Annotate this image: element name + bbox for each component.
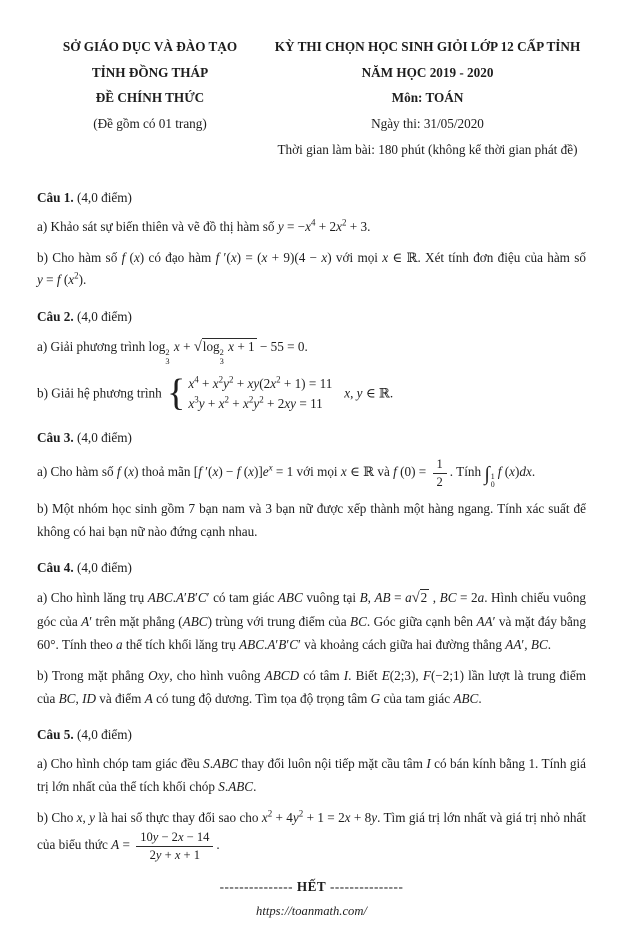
question-5: [37, 724, 586, 863]
exam-header: [37, 34, 586, 163]
question-3-points: (4,0 điểm): [76, 430, 132, 446]
question-2-part-a: a) Giải phương trình log 2 3 x + √ log 2 3 x + 1 − 55 = 0.: [37, 335, 586, 366]
question-2-number: Câu 2.: [37, 308, 74, 324]
question-4-points: (4,0 điểm): [76, 560, 132, 576]
school-year: NĂM HỌC 2019 - 2020: [361, 64, 494, 80]
exam-title-block: [263, 34, 586, 163]
source-link[interactable]: https://toanmath.com/: [256, 904, 367, 919]
end-dashes-right: ---------------: [329, 879, 404, 895]
question-4-heading: [37, 557, 586, 578]
question-3-number: Câu 3.: [37, 430, 74, 446]
question-4-part-b: b) Trong mặt phẳng Oxy, cho hình vuông ABCD có tâm I. Biết E(2;3), F(−2;1) lần lượt là trung điểm của BC, ID và điểm A có tung độ dương. Tìm tọa độ trọng tâm G của tam giác ABC.: [37, 667, 587, 706]
end-dashes-left: ---------------: [219, 879, 294, 895]
question-4-number: Câu 4.: [37, 560, 74, 576]
subject-line: Môn: TOÁN: [391, 90, 464, 106]
question-1: [37, 187, 586, 292]
question-3-part-a: a) Cho hàm số f (x) thoả mãn [f ′(x) − f $(x)]e^x = 1$ với mọi x ∈ ℝ và f (0) = $\frac{1}{2}$ . Tính ∫ 1 0 f (x)dx.: [37, 457, 536, 490]
exam-date: Ngày thi: 31/05/2020: [371, 116, 484, 132]
question-2-heading: [37, 306, 586, 327]
question-3: [37, 427, 586, 543]
issuing-authority-block: [37, 34, 263, 137]
question-5-number: Câu 5.: [37, 727, 74, 743]
page-count-note: (Đề gồm có 01 trang): [93, 116, 207, 132]
question-2-points: (4,0 điểm): [76, 308, 132, 324]
question-2: [37, 306, 586, 413]
question-3-heading: [37, 427, 586, 448]
department-name: SỞ GIÁO DỤC VÀ ĐÀO TẠO: [62, 39, 238, 54]
question-4: [37, 557, 586, 710]
end-word: HẾT: [296, 879, 327, 895]
question-2-part-b: b) Giải hệ phương trình { $x^4 + x^2y^2 + xy(2x^2 + 1) = 11$ $x^3y + x^2 + x^2y^2 + 2xy = 11$ x, y ∈ ℝ.: [37, 372, 394, 415]
duration-note: Thời gian làm bài: 180 phút (không kể thời gian phát đề): [277, 141, 578, 157]
exam-title: KỲ THI CHỌN HỌC SINH GIỎI LỚP 12 CẤP TỈNH: [274, 39, 581, 54]
questions-list: [37, 187, 586, 863]
question-4-part-a: a) Cho hình lăng trụ ABC.A′B′C′ có tam giác ABC vuông tại B, AB = a √ 2 , BC = 2a. Hình chiếu vuông góc của A′ trên mặt phẳng (ABC) trùng với trung điểm của BC. Góc giữa cạnh bên AA′ và mặt đáy bằng 60°. Tính theo a thể tích khối lăng trụ ABC.A′B′C′ và khoảng cách giữa hai đường thẳng AA′, BC.: [37, 586, 586, 656]
official-exam-label: ĐỀ CHÍNH THỨC: [95, 90, 205, 106]
question-1-number: Câu 1.: [37, 189, 74, 205]
question-3-part-b: b) Một nhóm học sinh gồm 7 bạn nam và 3 bạn nữ được xếp thành một hàng ngang. Tính xác suất để không có hai bạn nữ nào đứng cạnh nhau.: [37, 500, 586, 539]
question-5-part-a: a) Cho hình chóp tam giác đều S.ABC thay đổi luôn nội tiếp mặt cầu tâm I có bán kính bằng 1. Tính giá trị lớn nhất của thể tích khối chóp S.ABC.: [37, 756, 586, 795]
exam-footer: [37, 879, 586, 919]
province-name: TỈNH ĐỒNG THÁP: [91, 64, 209, 80]
question-1-part-b: b) Cho hàm số f (x) có đạo hàm f ′(x) = (x + 9)(4 − x) với mọi x ∈ ℝ. Xét tính đơn điệu của hàm số y = f $(x^2)$.: [37, 249, 586, 288]
question-5-heading: [37, 724, 586, 745]
question-1-points: (4,0 điểm): [76, 189, 132, 205]
end-marker: [37, 879, 586, 895]
question-1-part-a: a) Khảo sát sự biến thiên và vẽ đồ thị hàm số $y = -x^4 + 2x^2 + 3$.: [37, 217, 371, 234]
question-1-heading: [37, 187, 586, 208]
question-5-part-b: b) Cho x, y là hai số thực thay đổi sao cho $x^2 + 4y^2 + 1 = 2x + 8y$. Tìm giá trị lớn nhất và giá trị nhỏ nhất của biểu thức A = $\frac{10y - 2x - 14}{2y + x + 1}$ .: [37, 808, 587, 862]
question-5-points: (4,0 điểm): [76, 727, 132, 743]
